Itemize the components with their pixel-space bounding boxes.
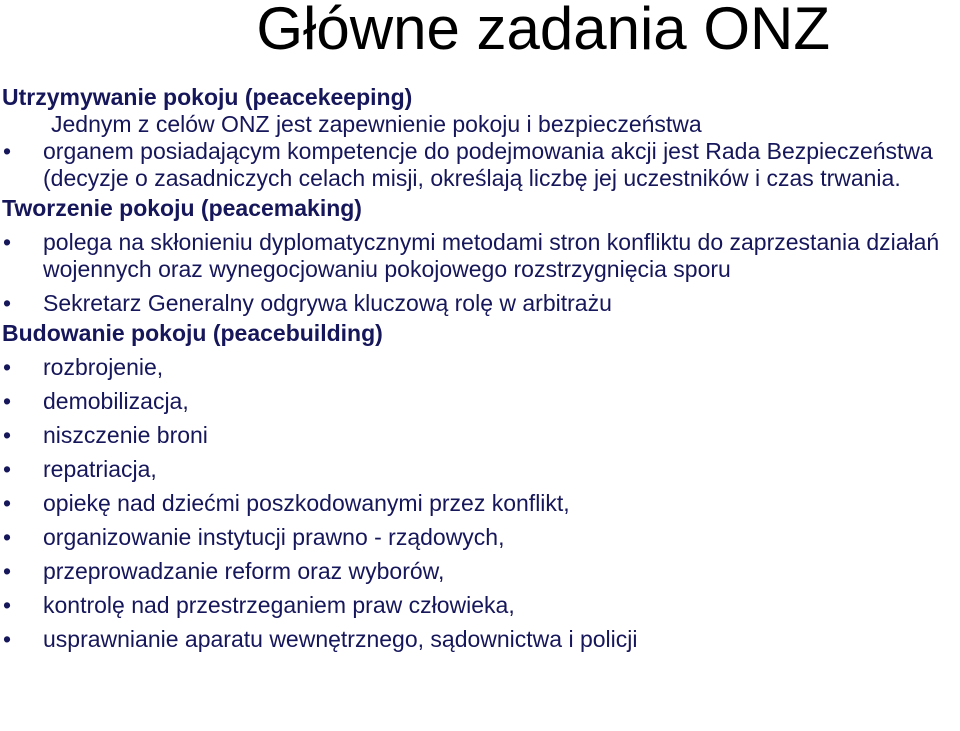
slide-title: Główne zadania ONZ — [256, 0, 830, 62]
section-heading-peacebuilding: Budowanie pokoju (peacebuilding) — [2, 320, 383, 346]
list-item — [0, 558, 960, 585]
list-item — [0, 592, 960, 619]
list-item — [0, 524, 960, 551]
list-item-text: opiekę nad dziećmi poszkodowanymi przez konflikt, — [43, 490, 570, 516]
bullet-icon: • — [3, 456, 12, 482]
slide-content — [0, 84, 960, 653]
list-item-text: demobilizacja, — [43, 388, 189, 414]
bullet-icon: • — [3, 524, 12, 550]
list-item — [0, 229, 960, 283]
section-heading-peacekeeping: Utrzymywanie pokoju (peacekeeping) — [2, 84, 413, 110]
bullet-icon: • — [3, 138, 12, 164]
list-item-text: kontrolę nad przestrzeganiem praw człowieka, — [43, 592, 515, 618]
list-item-text: usprawnianie aparatu wewnętrznego, sądownictwa i policji — [43, 626, 638, 652]
peacekeeping-list — [0, 138, 960, 192]
list-item — [0, 626, 960, 653]
list-item — [0, 388, 960, 415]
bullet-icon: • — [3, 388, 12, 414]
bullet-icon: • — [3, 558, 12, 584]
list-item-text: organem posiadającym kompetencje do podejmowania akcji jest Rada Bezpieczeństwa (decyzje o zasadniczych celach misji, określają liczbę jej uczestników i czas trwania. — [43, 138, 933, 191]
peacekeeping-intro: Jednym z celów ONZ jest zapewnienie pokoju i bezpieczeństwa — [51, 111, 702, 137]
peacemaking-list — [0, 229, 960, 317]
bullet-icon: • — [3, 290, 12, 316]
list-item-text: polega na skłonieniu dyplomatycznymi metodami stron konfliktu do zaprzestania działań wojennych oraz wynegocjowaniu pokojowego rozstrzygnięcia sporu — [43, 229, 940, 282]
bullet-icon: • — [3, 626, 12, 652]
bullet-icon: • — [3, 592, 12, 618]
list-item — [0, 354, 960, 381]
bullet-icon: • — [3, 229, 12, 255]
list-item-text: przeprowadzanie reform oraz wyborów, — [43, 558, 445, 584]
section-heading-peacemaking: Tworzenie pokoju (peacemaking) — [2, 195, 362, 221]
list-item — [0, 490, 960, 517]
list-item-text: niszczenie broni — [43, 422, 208, 448]
list-item-text: Sekretarz Generalny odgrywa kluczową rolę w arbitrażu — [43, 290, 612, 316]
list-item-text: rozbrojenie, — [43, 354, 164, 380]
bullet-icon: • — [3, 354, 12, 380]
list-item — [0, 138, 960, 192]
list-item — [0, 456, 960, 483]
bullet-icon: • — [3, 422, 12, 448]
list-item-text: repatriacja, — [43, 456, 157, 482]
peacebuilding-list — [0, 354, 960, 653]
bullet-icon: • — [3, 490, 12, 516]
list-item — [0, 422, 960, 449]
list-item — [0, 290, 960, 317]
list-item-text: organizowanie instytucji prawno - rządowych, — [43, 524, 505, 550]
